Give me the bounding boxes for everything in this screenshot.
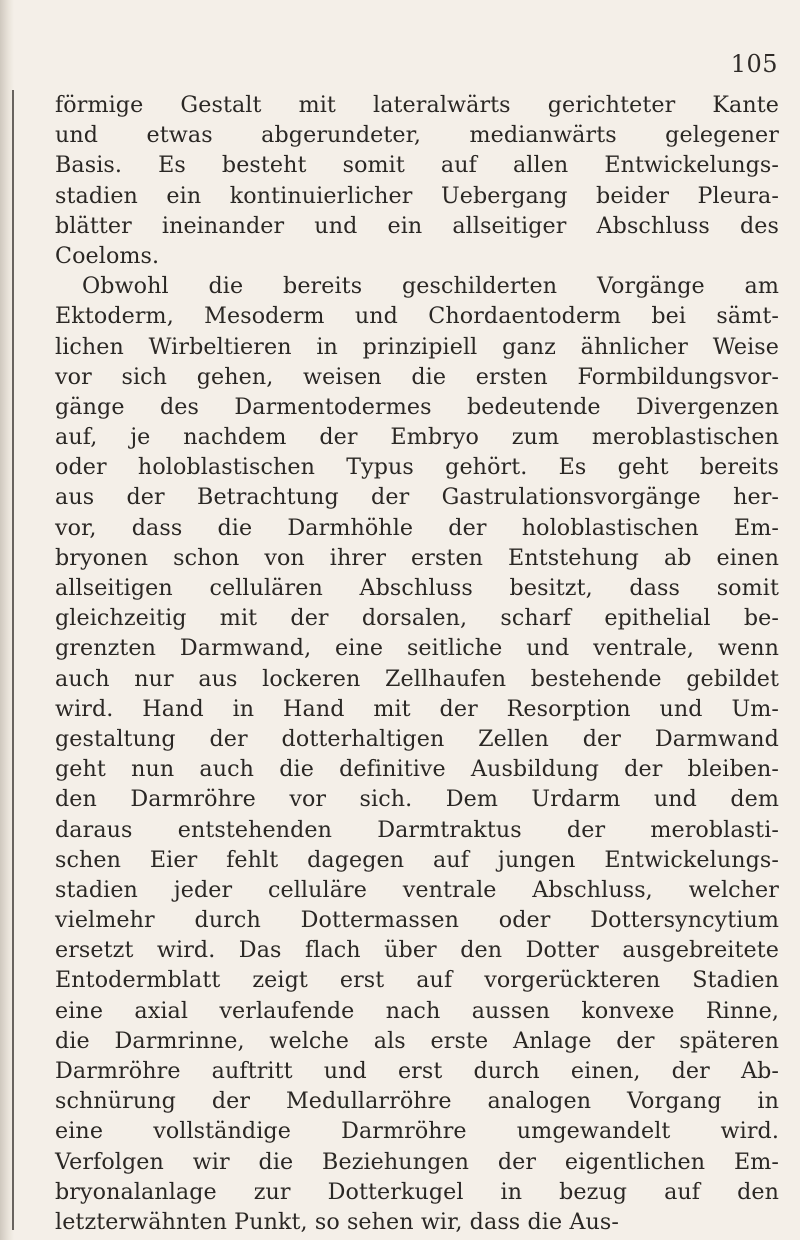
text-line: bryonen schon von ihrer ersten Entstehung ab einen: [55, 544, 779, 571]
text-line: geht nun auch die definitive Ausbildung der bleiben-: [55, 756, 779, 783]
text-line: vor sich gehen, weisen die ersten Formbildungsvor-: [55, 363, 779, 390]
text-line: den Darmröhre vor sich. Dem Urdarm und dem: [55, 786, 779, 813]
text-line: Obwohl die bereits geschilderten Vorgänge am: [82, 273, 779, 300]
text-line: Basis. Es besteht somit auf allen Entwickelungs-: [55, 152, 779, 179]
text-line: Ektoderm, Mesoderm und Chordaentoderm bei sämt-: [55, 303, 779, 330]
text-line: auch nur aus lockeren Zellhaufen bestehende gebildet: [55, 665, 779, 692]
text-line: stadien ein kontinuierlicher Uebergang beider Pleura-: [55, 182, 779, 209]
text-line: und etwas abgerundeter, medianwärts gelegener: [55, 122, 779, 149]
text-line: vor, dass die Darmhöhle der holoblastischen Em-: [55, 514, 779, 541]
text-line: eine axial verlaufende nach aussen konvexe Rinne,: [55, 997, 779, 1024]
text-line: schen Eier fehlt dagegen auf jungen Entwickelungs-: [55, 846, 779, 873]
text-line: ersetzt wird. Das flach über den Dotter ausgebreitete: [55, 937, 779, 964]
text-line: oder holoblastischen Typus gehört. Es geht bereits: [55, 454, 779, 481]
page-number: 105: [730, 50, 778, 78]
text-line: die Darmrinne, welche als erste Anlage der späteren: [55, 1027, 779, 1054]
text-line: eine vollständige Darmröhre umgewandelt wird.: [55, 1118, 779, 1145]
text-line: bryonalanlage zur Dotterkugel in bezug auf den: [55, 1178, 779, 1205]
text-line: vielmehr durch Dottermassen oder Dottersyncytium: [55, 907, 779, 934]
text-line: Darmröhre auftritt und erst durch einen, der Ab-: [55, 1058, 779, 1084]
text-line: daraus entstehenden Darmtraktus der meroblasti-: [55, 816, 779, 843]
text-line: gleichzeitig mit der dorsalen, scharf epithelial be-: [55, 605, 779, 632]
text-line: Entodermblatt zeigt erst auf vorgerückteren Stadien: [55, 967, 779, 994]
text-line: stadien jeder celluläre ventrale Abschluss, welcher: [55, 876, 779, 903]
text-line: förmige Gestalt mit lateralwärts gerichteter Kante: [55, 92, 779, 118]
text-line: gänge des Darmentodermes bedeutende Divergenzen: [55, 393, 779, 420]
text-line: auf, je nachdem der Embryo zum meroblastischen: [55, 424, 779, 451]
text-line: gestaltung der dotterhaltigen Zellen der Darmwand: [55, 725, 779, 752]
text-line: wird. Hand in Hand mit der Resorption und Um-: [55, 695, 779, 722]
text-line: allseitigen cellulären Abschluss besitzt, dass somit: [55, 575, 779, 601]
text-line: Coeloms.: [55, 242, 160, 269]
body-text: [55, 90, 779, 1237]
text-line: blätter ineinander und ein allseitiger Abschluss des: [55, 212, 779, 239]
text-line: letzterwähnten Punkt, so sehen wir, dass die Aus-: [55, 1208, 619, 1235]
text-line: grenzten Darmwand, eine seitliche und ventrale, wenn: [55, 635, 779, 662]
text-line: Verfolgen wir die Beziehungen der eigentlichen Em-: [55, 1148, 779, 1175]
binding-shadow-line: [12, 90, 14, 1230]
text-line: aus der Betrachtung der Gastrulationsvorgänge her-: [55, 484, 779, 511]
text-line: schnürung der Medullarröhre analogen Vorgang in: [55, 1088, 779, 1115]
text-line: lichen Wirbeltieren in prinzipiell ganz ähnlicher Weise: [55, 333, 779, 360]
